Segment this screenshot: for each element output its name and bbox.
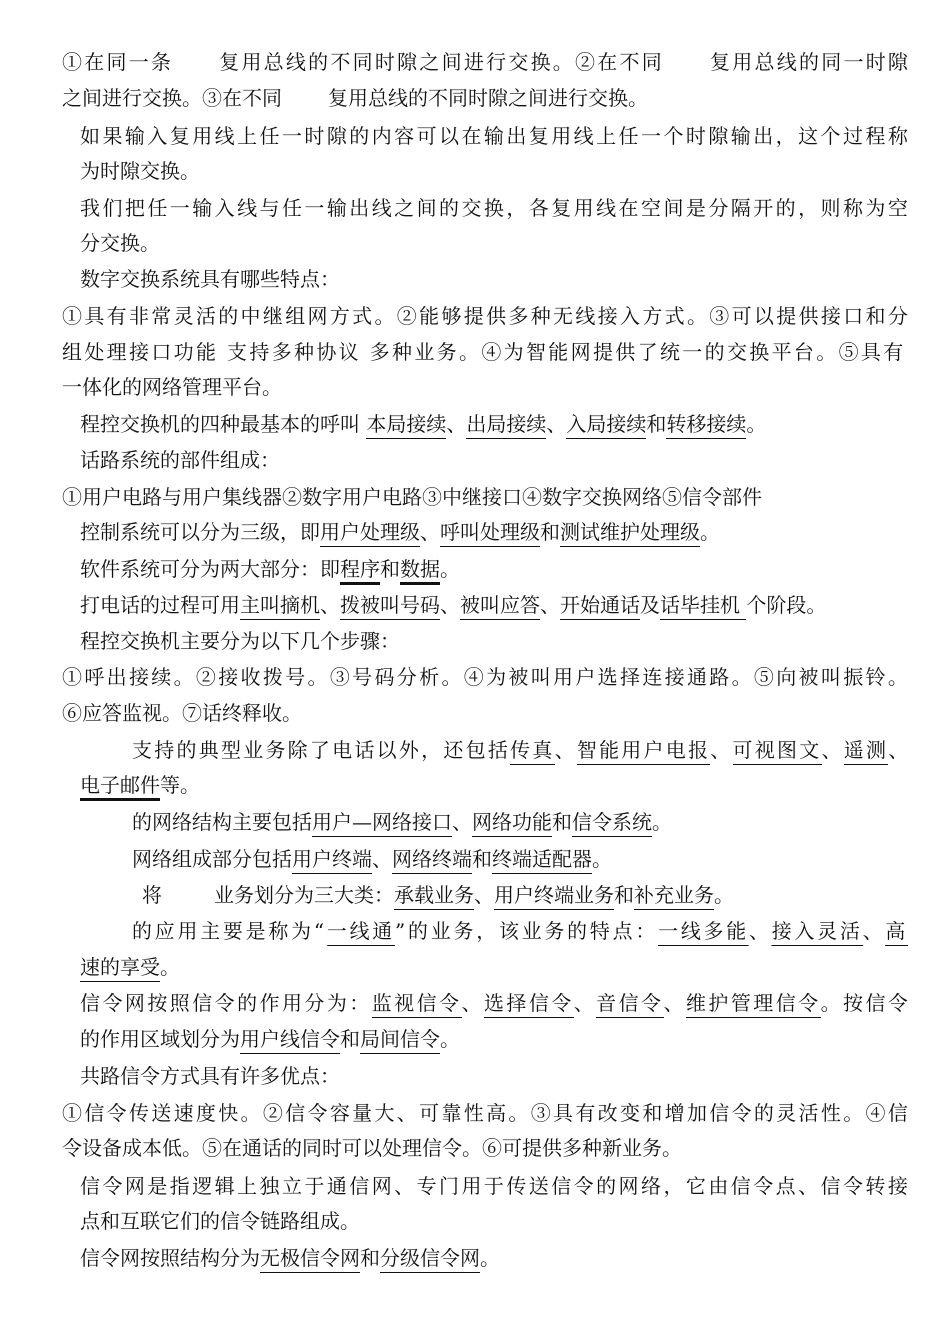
underlined-answer: 用户—网络接口 [312, 810, 452, 837]
underlined-answer: 网络功能 [472, 810, 552, 837]
underlined-answer: 开始通话 [560, 593, 640, 620]
text-segment: 。 [440, 557, 460, 581]
text-line [62, 48, 910, 78]
bold-underlined-answer: 数据 [400, 557, 440, 585]
text-segment: 一体化的网络管理平台。 [62, 375, 282, 399]
text-segment: 信令网是指逻辑上独立于通信网、专门用于传送信令的网络，它由信令点、信令转接 [80, 1174, 911, 1198]
underlined-answer: 入局接续 [566, 412, 646, 439]
text-segment: 、 [554, 738, 577, 762]
text-segment: 信令网按照信令的作用分为： [80, 991, 372, 1015]
underlined-answer: 出局接续 [466, 412, 546, 439]
text-line [80, 1244, 500, 1274]
text-segment: 为时隙交换。 [80, 159, 200, 183]
text-line [80, 518, 720, 548]
text-segment: 软件系统可分为两大部分：即 [80, 557, 340, 581]
text-line [132, 736, 910, 766]
bold-underlined-answer: 程序 [340, 557, 380, 585]
text-segment: 支持的典型业务除了电话以外，还包括 [132, 738, 511, 762]
underlined-answer: 拨被叫号码 [340, 593, 440, 620]
underlined-answer: 高 [885, 919, 908, 946]
underlined-answer: 转移接续 [666, 412, 746, 439]
underlined-answer: 分级信令网 [380, 1246, 480, 1273]
text-segment: 的网络结构主要包括 [132, 810, 312, 834]
text-line [62, 663, 910, 693]
underlined-answer: 可视图文 [733, 738, 822, 765]
text-segment: 和 [360, 1246, 380, 1270]
text-segment: 如果输入复用线上任一时隙的内容可以在输出复用线上任一个时隙输出，这个过程称 [80, 124, 911, 148]
text-line [62, 1099, 910, 1129]
text-segment: 、 [710, 738, 733, 762]
text-segment: 我们把任一输入线与任一输出线之间的交换，各复用线在空间是分隔开的，则称为空 [80, 196, 911, 220]
text-segment: 、 [452, 810, 472, 834]
text-line [80, 229, 160, 259]
text-line [80, 1172, 910, 1202]
text-segment: 令设备成本低。⑤在通话的同时可以处理信令。⑥可提供多种新业务。 [62, 1136, 682, 1160]
underlined-answer: 用户处理级 [320, 520, 420, 547]
text-line [132, 917, 908, 947]
text-line [62, 338, 906, 368]
underlined-answer: 用户线信令 [240, 1027, 340, 1054]
text-segment: ①在同一条 [62, 50, 174, 74]
underlined-answer: 话毕挂机 [660, 593, 746, 620]
underlined-answer: 音信令 [596, 991, 663, 1018]
underlined-answer: 接入灵活 [772, 919, 863, 946]
text-segment: 复用总线的不同时隙之间进行交换。②在不同 [219, 50, 665, 74]
text-segment: 、 [888, 738, 911, 762]
text-line [80, 122, 910, 152]
underlined-answer: 维护管理信令 [686, 991, 821, 1018]
underlined-answer: 网络终端 [392, 847, 472, 874]
text-segment: 和 [646, 412, 667, 436]
bold-underlined-answer: 电子邮件 [80, 773, 160, 801]
text-line [62, 373, 282, 403]
text-segment: 等。 [160, 773, 200, 797]
underlined-answer: 用户终端业务 [494, 883, 614, 910]
text-segment: 复用总线的同一时隙 [710, 50, 911, 74]
underlined-answer: 局间信令 [360, 1027, 440, 1054]
underlined-answer: 速的享受 [80, 955, 160, 982]
text-line [62, 1134, 682, 1164]
text-segment: 。 [746, 412, 767, 436]
text-line [80, 446, 280, 476]
underlined-answer: 被叫应答 [460, 593, 540, 620]
underlined-answer: 终端适配器 [492, 847, 592, 874]
text-segment: 组处理接口功能 支持多种协议 多种业务。④为智能网提供了统一的交换平台。⑤具有 [62, 340, 906, 364]
text-segment: ①呼出接续。②接收拨号。③号码分析。④为被叫用户选择连接通路。⑤向被叫振铃。 [62, 665, 911, 689]
text-line [80, 1025, 460, 1055]
underlined-answer: 选择信令 [484, 991, 574, 1018]
text-line [80, 591, 826, 621]
text-line [62, 483, 762, 513]
text-segment: 。 [592, 847, 612, 871]
text-line [80, 410, 766, 440]
text-segment: 业务划分为三大类： [214, 883, 394, 907]
text-line [142, 881, 734, 911]
text-segment: 复用总线的不同时隙之间进行交换。 [328, 86, 648, 110]
text-segment: 。 [700, 520, 720, 544]
text-segment: 、 [573, 991, 597, 1015]
text-segment: 。 [652, 810, 672, 834]
underlined-answer: 呼叫处理级 [440, 520, 540, 547]
text-line [80, 627, 400, 657]
text-segment: 、 [420, 520, 440, 544]
text-segment: 的作用区域划分为 [80, 1027, 240, 1051]
text-segment: 、 [663, 991, 686, 1015]
underlined-answer: 监视信令 [372, 991, 462, 1018]
text-line [80, 771, 200, 801]
text-segment: 及 [640, 593, 660, 617]
text-segment: 程控交换机的四种最基本的呼叫 [80, 412, 367, 436]
text-segment: 。 [480, 1246, 500, 1270]
underlined-answer: 主叫摘机 [240, 593, 320, 620]
text-line [62, 699, 302, 729]
text-line [80, 555, 460, 585]
text-line [62, 302, 910, 332]
text-line [80, 157, 200, 187]
text-segment: ①信令传送速度快。②信令容量大、可靠性高。③具有改变和增加信令的灵活性。④信 [62, 1101, 911, 1125]
underlined-answer: 无极信令网 [260, 1246, 360, 1273]
text-segment: 程控交换机主要分为以下几个步骤： [80, 629, 400, 653]
text-line [132, 845, 612, 875]
text-segment: 、 [372, 847, 392, 871]
text-segment: 点和互联它们的信令链路组成。 [80, 1209, 360, 1233]
text-segment: 和 [340, 1027, 360, 1051]
underlined-answer: 信令系统 [572, 810, 652, 837]
underlined-answer: 智能用户电报 [577, 738, 710, 765]
text-segment: 信令网按照结构分为 [80, 1246, 260, 1270]
text-segment: 分交换。 [80, 231, 160, 255]
text-segment: 、 [474, 883, 494, 907]
text-line [80, 989, 910, 1019]
text-segment: 和 [380, 557, 400, 581]
underlined-answer: 补充业务 [634, 883, 714, 910]
text-segment: 之间进行交换。③在不同 [62, 86, 282, 110]
text-segment: 、 [749, 919, 772, 943]
text-segment: 控制系统可以分为三级，即 [80, 520, 320, 544]
text-segment: 网络组成部分包括 [132, 847, 292, 871]
text-line [80, 1207, 360, 1237]
text-segment: 、 [546, 412, 567, 436]
text-segment: 数字交换系统具有哪些特点： [80, 267, 340, 291]
text-segment: 和 [614, 883, 634, 907]
text-line [62, 84, 648, 114]
text-segment: 。 [160, 955, 180, 979]
text-segment: ⑥应答监视。⑦话终释收。 [62, 701, 302, 725]
text-segment: 和 [552, 810, 572, 834]
underlined-answer: 用户终端 [292, 847, 372, 874]
text-segment: 打电话的过程可用 [80, 593, 240, 617]
text-segment: 、 [540, 593, 560, 617]
text-line [80, 1062, 340, 1092]
text-segment: 。按信令 [820, 991, 911, 1015]
underlined-answer: 测试维护处理级 [560, 520, 700, 547]
text-segment: 个阶段。 [746, 593, 827, 617]
underlined-answer: 本局接续 [366, 412, 446, 439]
underlined-answer: 遥测 [844, 738, 888, 765]
underlined-answer: 传真 [510, 738, 554, 765]
text-line [80, 953, 180, 983]
text-segment: 。 [714, 883, 734, 907]
text-segment: 、 [862, 919, 886, 943]
text-line [132, 808, 672, 838]
text-segment: 和 [472, 847, 492, 871]
text-segment: 的应用主要是称为“ [132, 919, 327, 943]
text-segment: 、 [821, 738, 844, 762]
text-line [80, 194, 910, 224]
text-segment: 、 [440, 593, 460, 617]
text-segment: ”的业务，该业务的特点： [395, 919, 659, 943]
text-segment: ①用户电路与用户集线器②数字用户电路③中继接口④数字交换网络⑤信令部件 [62, 485, 762, 509]
text-line [80, 265, 340, 295]
text-segment: 和 [540, 520, 560, 544]
text-segment: 共路信令方式具有许多优点： [80, 1064, 340, 1088]
text-segment: 、 [446, 412, 467, 436]
text-segment: 。 [440, 1027, 460, 1051]
underlined-answer: 一线多能 [658, 919, 749, 946]
text-segment: 话路系统的部件组成： [80, 448, 280, 472]
text-segment: 、 [461, 991, 484, 1015]
text-segment: ①具有非常灵活的中继组网方式。②能够提供多种无线接入方式。③可以提供接口和分 [62, 304, 911, 328]
underlined-answer: 一线通 [327, 919, 395, 946]
text-segment: 、 [320, 593, 340, 617]
text-segment: 将 [142, 883, 162, 907]
underlined-answer: 承载业务 [394, 883, 474, 910]
